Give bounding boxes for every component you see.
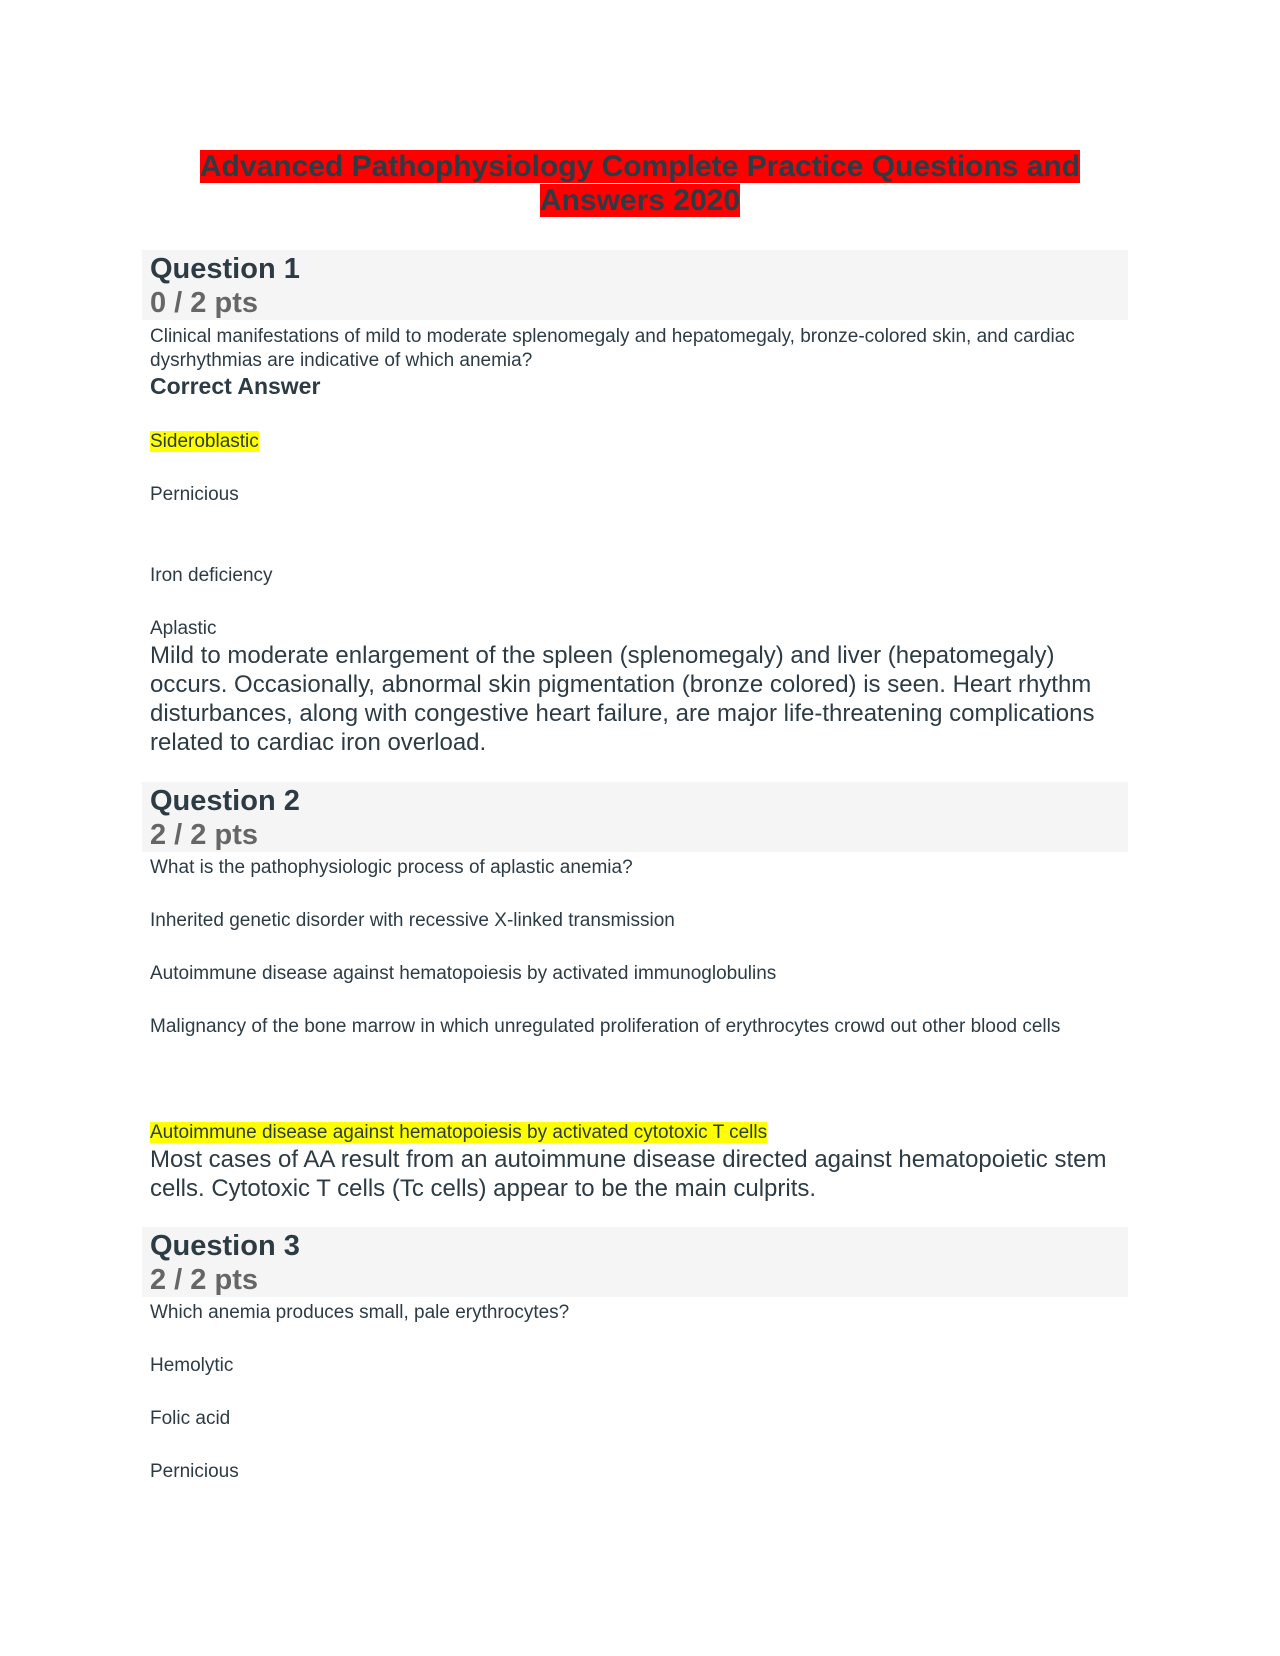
- question-1-header: [142, 250, 1128, 320]
- question-3-prompt: Which anemia produces small, pale erythrocytes?: [150, 1302, 570, 1323]
- question-3-header: [142, 1227, 1128, 1297]
- question-3-points: 2 / 2 pts: [150, 1264, 258, 1296]
- question-1-option-4[interactable]: Aplastic: [150, 618, 217, 639]
- document-title: [0, 150, 1280, 218]
- question-3-option-3[interactable]: Pernicious: [150, 1461, 239, 1482]
- document-title-line-1: Advanced Pathophysiology Complete Practice Questions and: [199, 150, 1081, 183]
- correct-answer-label: Correct Answer: [150, 373, 321, 399]
- question-2-prompt: What is the pathophysiologic process of aplastic anemia?: [150, 857, 633, 878]
- question-2-explanation: Most cases of AA result from an autoimmune disease directed against hematopoietic stem cells. Cytotoxic T cells (Tc cells) appear to be the main culprits.: [150, 1146, 1107, 1202]
- question-3-title: Question 3: [150, 1230, 300, 1262]
- question-2-header: [142, 782, 1128, 852]
- question-1-title: Question 1: [150, 253, 300, 285]
- question-2-option-1[interactable]: Inherited genetic disorder with recessive X-linked transmission: [150, 910, 675, 931]
- question-3-option-1[interactable]: Hemolytic: [150, 1355, 234, 1376]
- question-2-option-4[interactable]: [150, 1121, 767, 1145]
- question-1-option-2[interactable]: Pernicious: [150, 484, 239, 505]
- question-1-option-3[interactable]: Iron deficiency: [150, 565, 273, 586]
- question-2-points: 2 / 2 pts: [150, 819, 258, 851]
- question-2-option-3[interactable]: Malignancy of the bone marrow in which unregulated proliferation of erythrocytes crowd out other blood cells: [150, 1016, 1061, 1037]
- document-title-line-2: Answers 2020: [539, 184, 741, 217]
- question-1-points: 0 / 2 pts: [150, 287, 258, 319]
- question-1-explanation: Mild to moderate enlargement of the spleen (splenomegaly) and liver (hepatomegaly) occurs. Occasionally, abnormal skin pigmentation (bronze colored) is seen. Heart rhythm disturbances, along with congestive heart failure, are major life-threatening complications related to cardiac iron overload.: [150, 642, 1095, 756]
- question-3-option-2[interactable]: Folic acid: [150, 1408, 231, 1429]
- question-2-title: Question 2: [150, 785, 300, 817]
- correct-answer-highlight: Sideroblastic: [150, 431, 259, 452]
- correct-answer-highlight: Autoimmune disease against hematopoiesis by activated cytotoxic T cells: [150, 1122, 768, 1143]
- question-1-option-1[interactable]: [150, 430, 259, 454]
- question-1-prompt: Clinical manifestations of mild to moderate splenomegaly and hepatomegaly, bronze-colored skin, and cardiac dysrhythmias are indicative of which anemia?: [150, 326, 1075, 371]
- question-2-option-2[interactable]: Autoimmune disease against hematopoiesis by activated immunoglobulins: [150, 963, 777, 984]
